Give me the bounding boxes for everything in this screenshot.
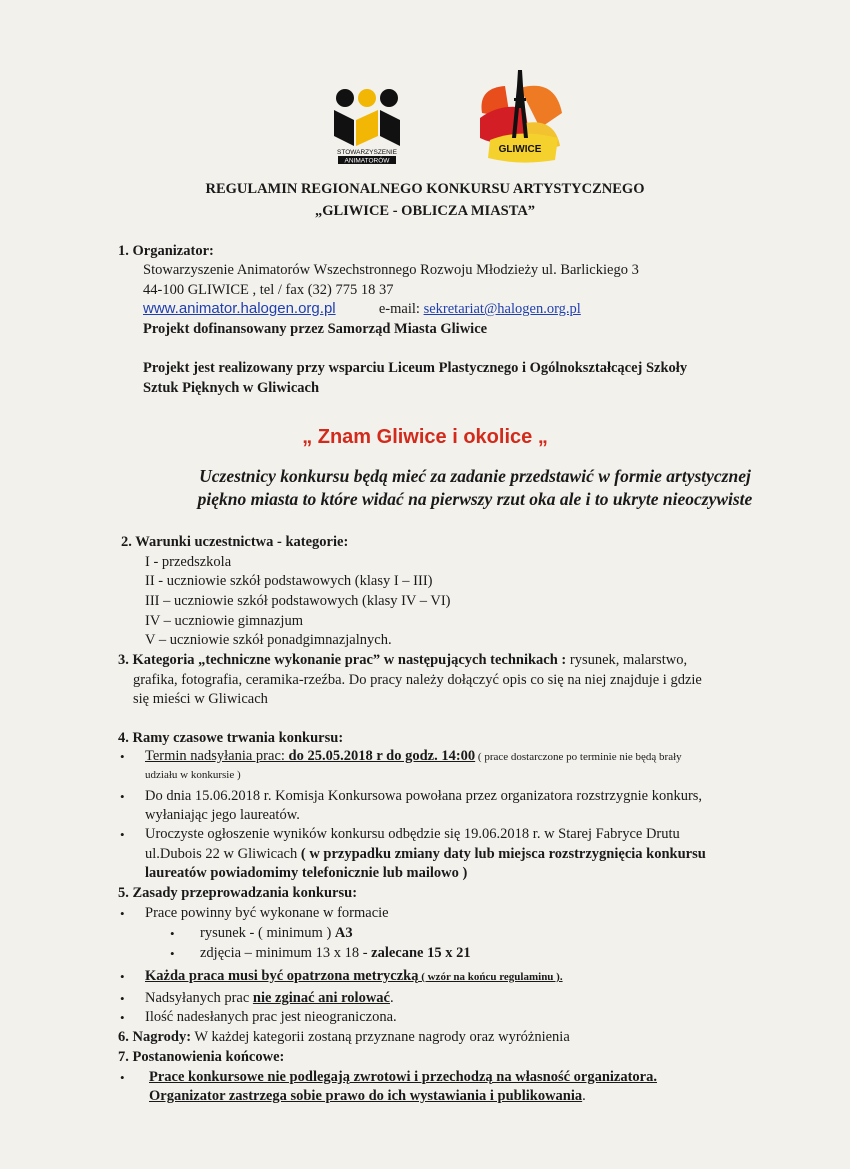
drawing-format <box>200 923 353 943</box>
bullet: • <box>170 926 175 941</box>
final-line2-text: Organizator zastrzega sobie prawo do ich wystawiania i publikowania <box>149 1088 583 1104</box>
category-item: IV – uczniowie gimnazjum <box>145 613 303 629</box>
drawing-size: A3 <box>334 925 353 941</box>
svg-text:ANIMATORÓW: ANIMATORÓW <box>344 157 390 164</box>
category-item: I - przedszkola <box>145 554 232 570</box>
photo-label: zdjęcia – minimum 13 x 18 - <box>200 945 372 961</box>
svg-text:GLIWICE: GLIWICE <box>498 144 542 155</box>
website-link[interactable]: www.animator.halogen.org.pl <box>143 300 336 317</box>
unlimited-line: Ilość nadesłanych prac jest nieograniczona. <box>145 1009 397 1025</box>
announce-line2 <box>145 844 706 864</box>
decision-line1: Do dnia 15.06.2018 r. Komisja Konkursowa powołana przez organizatora rozstrzygnie konkurs, <box>145 788 703 804</box>
photo-format <box>200 943 471 963</box>
support-note-line2: Sztuk Pięknych w Gliwicach <box>143 380 320 396</box>
stowarzyszenie-animatorow-logo <box>330 88 404 164</box>
section-technique-heading: 3. Kategoria „techniczne wykonanie prac” w następujących technikach : <box>118 652 567 668</box>
svg-text:STOWARZYSZENIE: STOWARZYSZENIE <box>337 149 397 156</box>
metric-tag-note: ( wzór na końcu regulaminu ). <box>418 971 563 983</box>
funding-note: Projekt dofinansowany przez Samorząd Miasta Gliwice <box>143 321 488 337</box>
metric-tag-rule: Każda praca musi być opatrzona metryczką <box>145 968 419 984</box>
section-final-heading: 7. Postanowienia końcowe: <box>118 1049 285 1065</box>
bullet: • <box>120 1070 125 1085</box>
deadline-line <box>145 746 682 767</box>
bullet: • <box>120 991 125 1006</box>
category-item: V – uczniowie szkół ponadgimnazjalnych. <box>145 632 392 648</box>
category-item: II - uczniowie szkół podstawowych (klasy I – III) <box>145 573 433 589</box>
deadline-value: do 25.05.2018 r do godz. 14:00 <box>288 748 476 764</box>
section-technique <box>118 650 687 670</box>
bullet: • <box>120 827 125 842</box>
contest-motto: „ Znam Gliwice i okolice „ <box>302 426 548 448</box>
category-item: III – uczniowie szkół podstawowych (klasy IV – VI) <box>145 593 451 609</box>
section-timeframe-heading: 4. Ramy czasowe trwania konkursu: <box>118 730 344 746</box>
organizer-address: Stowarzyszenie Animatorów Wszechstronnego Rozwoju Młodzieży ul. Barlickiego 3 <box>143 262 639 278</box>
format-line: Prace powinny być wykonane w formacie <box>145 905 389 921</box>
gliwice-city-logo <box>470 68 570 166</box>
technique-list-line3: się mieści w Gliwicach <box>133 691 268 707</box>
no-fold-text: Nadsyłanych prac <box>145 990 253 1006</box>
decision-line2: wyłaniając jego laureatów. <box>145 807 300 823</box>
awards-text: W każdej kategorii zostaną przyznane nagrody oraz wyróżnienia <box>191 1029 570 1045</box>
intro-line2: piękno miasta to które widać na pierwszy rzut oka ale i to ukryte nieoczywiste <box>197 489 753 509</box>
section-awards <box>118 1027 570 1047</box>
drawing-label: rysunek - ( minimum ) <box>200 925 335 941</box>
announce-line1: Uroczyste ogłoszenie wyników konkursu odbędzie się 19.06.2018 r. w Starej Fabryce Drutu <box>145 826 680 842</box>
support-note-line1: Projekt jest realizowany przy wsparciu Liceum Plastycznego i Ogólnokształcącej Szkoły <box>143 360 688 376</box>
metric-tag-line <box>145 966 563 987</box>
organizer-contact <box>143 299 581 319</box>
deadline-label: Termin nadsyłania prac: <box>145 748 289 764</box>
document-title-line1: REGULAMIN REGIONALNEGO KONKURSU ARTYSTYCZNEGO <box>205 181 645 197</box>
no-fold-emphasis: nie zginać ani rolować <box>252 990 390 1006</box>
photo-recommended: zalecane 15 x 21 <box>371 945 471 961</box>
bullet: • <box>120 1010 125 1025</box>
section-organizer-heading: 1. Organizator: <box>118 243 214 259</box>
document-title-line2: „GLIWICE - OBLICZA MIASTA” <box>314 203 536 219</box>
bullet: • <box>120 789 125 804</box>
intro-line1: Uczestnicy konkursu będą mieć za zadanie przedstawić w formie artystycznej <box>199 466 751 486</box>
section-conditions-heading: 2. Warunki uczestnictwa - kategorie: <box>121 534 349 550</box>
bullet: • <box>170 946 175 961</box>
bullet: • <box>120 749 125 764</box>
no-fold-end: . <box>389 990 394 1006</box>
deadline-note-line2: udziału w konkursie ) <box>145 769 241 781</box>
contest-intro <box>150 465 800 511</box>
announce-note: ( w przypadku zmiany daty lub miejsca rozstrzygnięcia konkursu <box>300 846 706 862</box>
email-link[interactable]: sekretariat@halogen.org.pl <box>423 301 581 317</box>
deadline-note: ( prace dostarczone po terminie nie będą brały <box>475 751 682 763</box>
technique-list-line2: grafika, fotografia, ceramika-rzeźba. Do pracy należy dołączyć opis co się na niej znajduje i gdzie <box>133 672 702 688</box>
organizer-phone: 44-100 GLIWICE , tel / fax (32) 775 18 37 <box>143 282 394 298</box>
section-awards-heading: 6. Nagrody: <box>118 1029 192 1045</box>
announce-venue: ul.Dubois 22 w Gliwicach <box>145 846 301 862</box>
section-rules-heading: 5. Zasady przeprowadzania konkursu: <box>118 885 358 901</box>
final-line2-end: . <box>582 1088 586 1104</box>
final-line1: Prace konkursowe nie podlegają zwrotowi i przechodzą na własność organizatora. <box>149 1069 657 1085</box>
email-label: e-mail: <box>378 301 424 317</box>
technique-list-start: rysunek, malarstwo, <box>566 652 688 668</box>
no-fold-line <box>145 988 394 1008</box>
final-line2 <box>149 1086 586 1106</box>
bullet: • <box>120 906 125 921</box>
announce-line3: laureatów powiadomimy telefonicznie lub mailowo ) <box>145 865 468 881</box>
bullet: • <box>120 969 125 984</box>
